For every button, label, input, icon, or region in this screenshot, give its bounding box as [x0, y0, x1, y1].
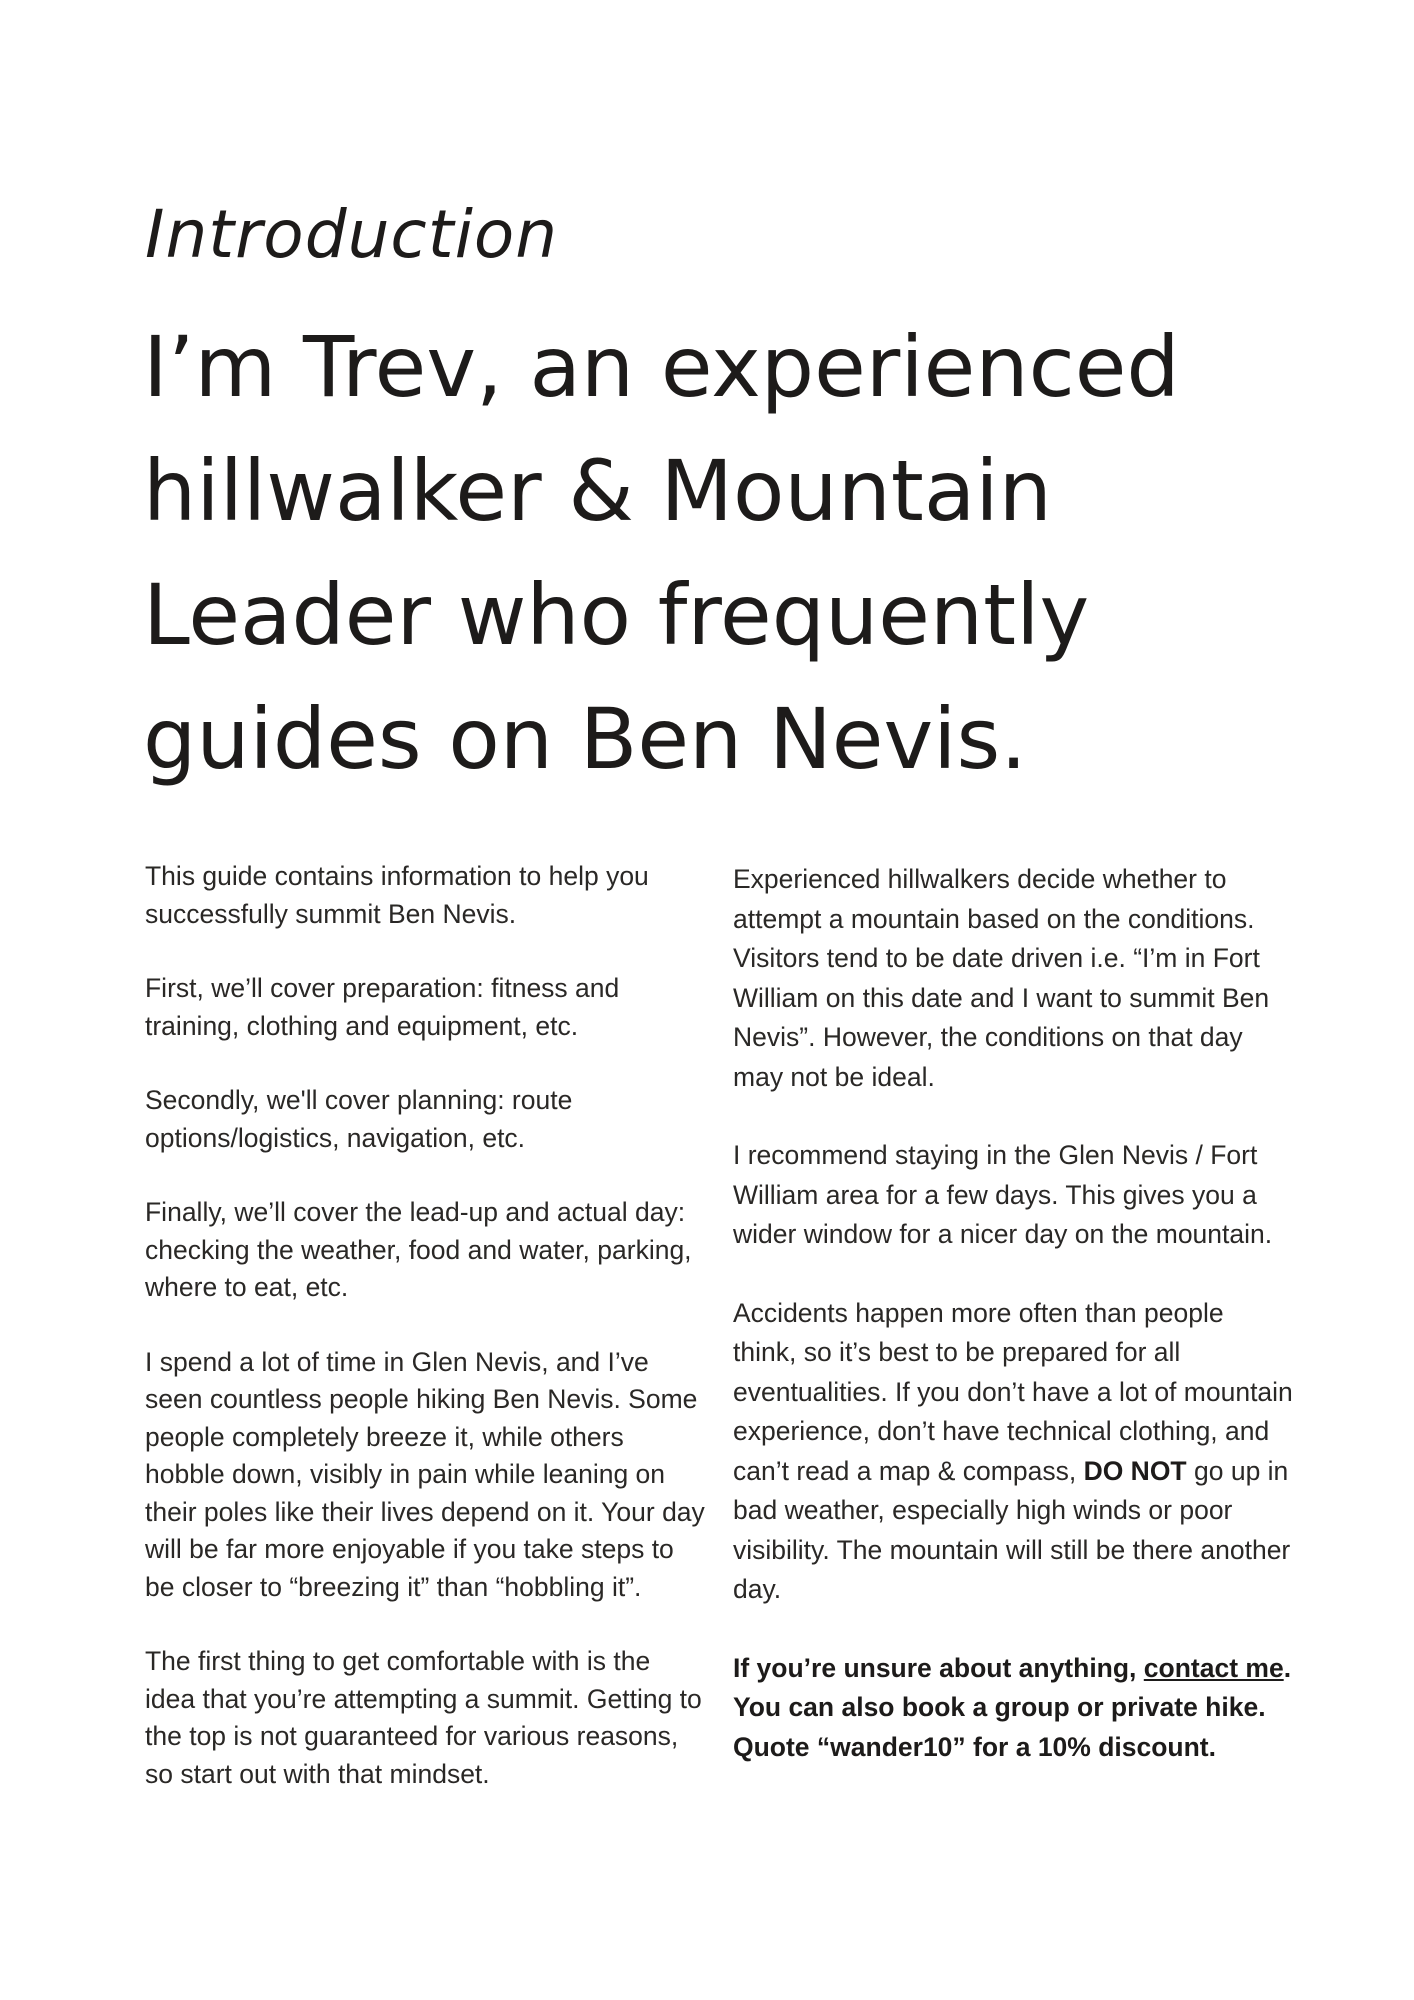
- paragraph-guide-purpose: This guide contains information to help you successfully summit Ben Nevis.: [145, 861, 649, 929]
- paragraph-lead-up: Finally, we’ll cover the lead-up and actual day: checking the weather, food and water, parking, where to eat, etc.: [145, 1197, 692, 1302]
- page-headline: [143, 305, 1323, 801]
- paragraph-planning: Secondly, we'll cover planning: route options/logistics, navigation, etc.: [145, 1085, 573, 1153]
- paragraph-safety-warning: [733, 1294, 1293, 1610]
- safety-text: Accidents happen more often than people think, so it’s best to be prepared for all eventualities. If you don’t have a lot of mountain experience, don’t have technical clothing, and can’t read a map & compass,: [733, 1297, 1293, 1486]
- headline-line: Leader who frequently: [143, 566, 1090, 664]
- headline-line: I’m Trev, an experienced: [143, 318, 1180, 416]
- paragraph-stay-recommendation: I recommend staying in the Glen Nevis / Fort William area for a few days. This gives you a wider window for a nicer day on the mountain.: [733, 1140, 1273, 1249]
- headline-line: hillwalker & Mountain: [143, 442, 1052, 540]
- left-text-column: [145, 858, 705, 1830]
- contact-me-link[interactable]: contact me: [1143, 1652, 1284, 1683]
- cta-text: . You can also book a group or private hike. Quote “wander10” for a 10% discount.: [733, 1652, 1292, 1762]
- call-to-action: [733, 1649, 1293, 1768]
- safety-text: go up in bad weather, especially high winds or poor visibility. The mountain will still be there another day.: [733, 1455, 1291, 1604]
- cta-text: If you’re unsure about anything,: [733, 1652, 1144, 1683]
- paragraph-summit-mindset: The first thing to get comfortable with is the idea that you’re attempting a summit. Getting to the top is not guaranteed for various reasons, so start out with that mindset.: [145, 1646, 702, 1789]
- headline-line: guides on Ben Nevis.: [143, 690, 1027, 788]
- right-text-column: [733, 860, 1293, 1806]
- paragraph-conditions: Experienced hillwalkers decide whether to attempt a mountain based on the conditions. Visitors tend to be date driven i.e. “I’m in Fort William on this date and I want to summit Ben Nevis”. However, the conditions on that day may not be ideal.: [733, 864, 1270, 1092]
- paragraph-experience: I spend a lot of time in Glen Nevis, and I’ve seen countless people hiking Ben Nevis. Some people completely breeze it, while others hobble down, visibly in pain while leaning on their poles like their lives depend on it. Your day will be far more enjoyable if you take steps to be closer to “breezing it” than “hobbling it”.: [145, 1346, 705, 1602]
- do-not-emphasis: DO NOT: [1083, 1455, 1187, 1486]
- section-kicker: Introduction: [145, 196, 559, 273]
- paragraph-preparation: First, we’ll cover preparation: fitness and training, clothing and equipment, etc.: [145, 973, 620, 1041]
